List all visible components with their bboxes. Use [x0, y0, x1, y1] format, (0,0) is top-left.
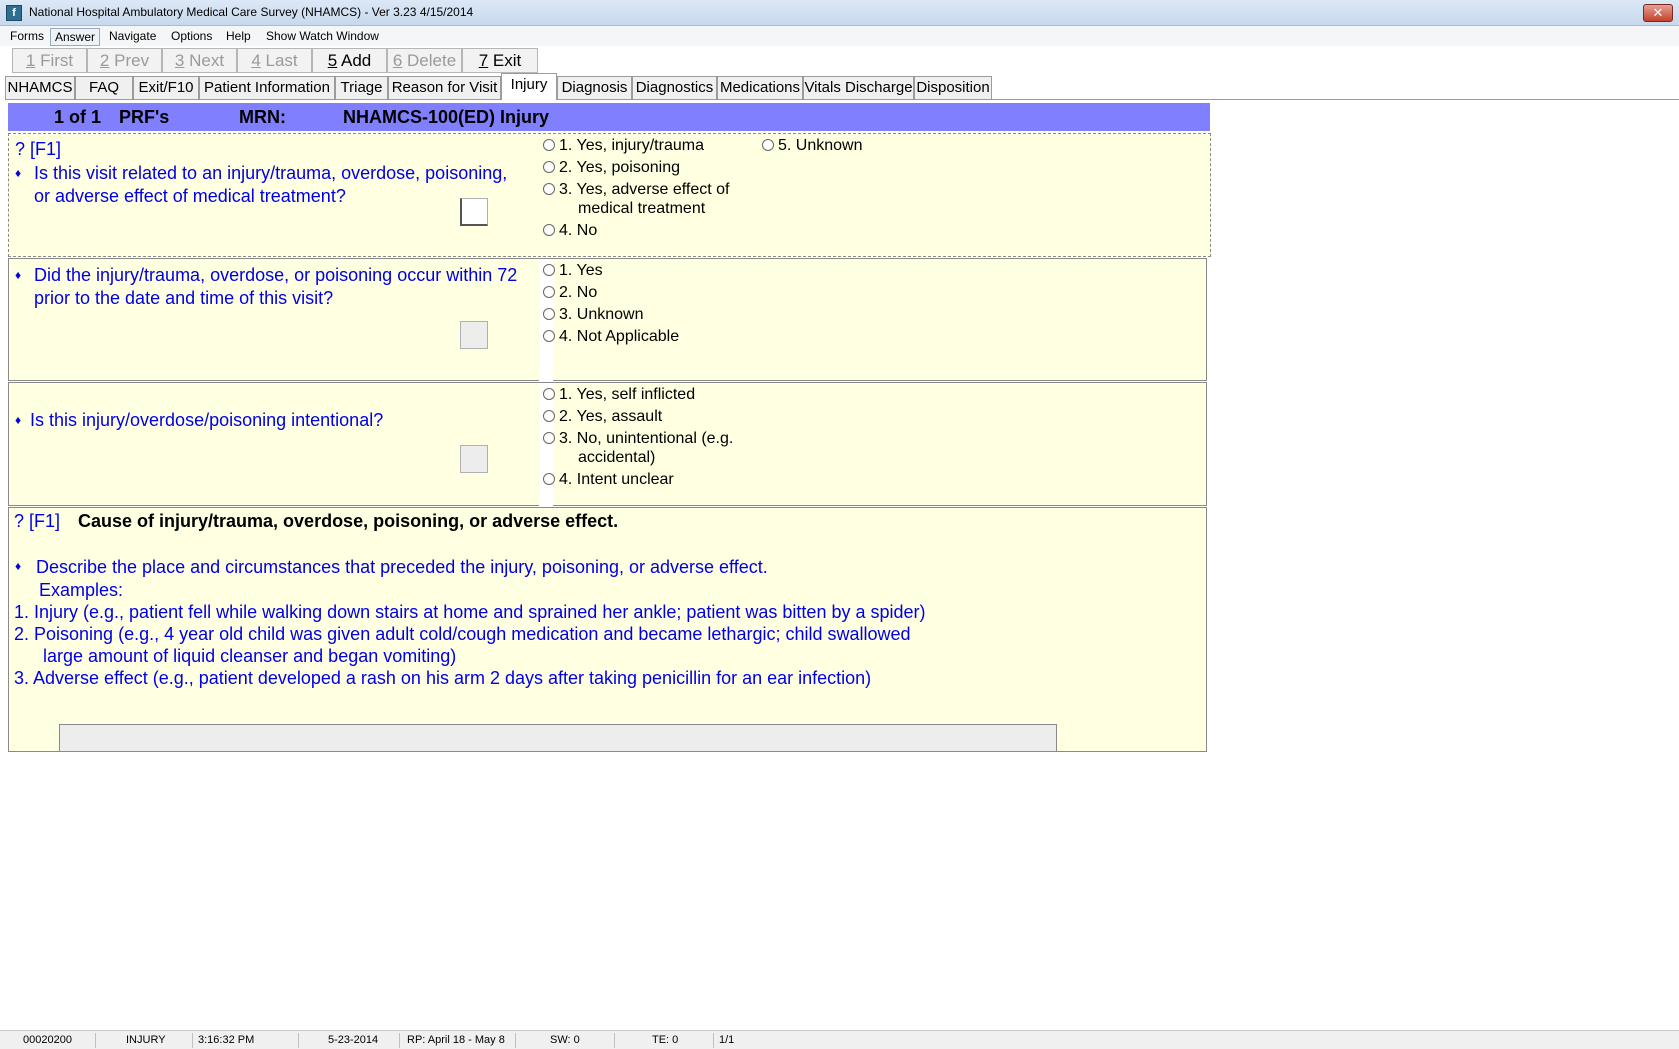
- option-label: Unknown: [576, 306, 644, 323]
- option-label: Yes, injury/trauma: [576, 137, 704, 154]
- option-label: Intent unclear: [576, 471, 674, 488]
- tab-faq[interactable]: FAQ: [75, 76, 133, 99]
- question-within-72-hours: [8, 258, 1207, 381]
- title-bar: [0, 0, 1679, 26]
- prfs-label: PRF's: [119, 107, 170, 127]
- option-label: Unknown: [795, 137, 863, 154]
- required-marker: ♦: [15, 166, 22, 180]
- example-2: 2. Poisoning (e.g., 4 year old child was given adult cold/cough medication and became lethargic; child swallowed: [14, 624, 911, 644]
- record-counter: 1 of 1: [54, 107, 102, 127]
- question-text-line2: prior to the date and time of this visit?: [34, 288, 334, 308]
- cause-instructions: Describe the place and circumstances that preceded the injury, poisoning, or adverse effect.: [36, 557, 768, 577]
- status-separator: [399, 1033, 400, 1048]
- example-1: 1. Injury (e.g., patient fell while walking down stairs at home and sprained her ankle; patient was bitten by a spider): [14, 602, 926, 622]
- radio-yes-poisoning[interactable]: [543, 161, 555, 173]
- status-reporting-period: RP: April 18 - May 8: [407, 1034, 505, 1046]
- tab-diagnostics[interactable]: Diagnostics: [632, 76, 717, 99]
- option-number: 1.: [559, 386, 573, 403]
- radio-unknown[interactable]: [762, 139, 774, 151]
- status-te: TE: 0: [652, 1034, 679, 1046]
- close-button[interactable]: ✕: [1643, 4, 1673, 22]
- required-marker: ♦: [15, 413, 22, 427]
- option-label-continued: medical treatment: [578, 200, 706, 217]
- tab-reason-for-visit[interactable]: Reason for Visit: [388, 76, 501, 99]
- option-label: No, unintentional (e.g.: [576, 430, 734, 447]
- cause-section: [8, 507, 1207, 752]
- exit-button[interactable]: 7 Exit: [462, 48, 538, 73]
- tab-divider: [5, 99, 1679, 100]
- menu-show-watch-window[interactable]: Show Watch Window: [266, 29, 379, 43]
- mrn-label: MRN:: [239, 107, 286, 127]
- options-gutter: [539, 383, 553, 506]
- status-bar: [0, 1030, 1679, 1049]
- tab-injury[interactable]: Injury: [501, 73, 557, 100]
- form-name: NHAMCS-100(ED) Injury: [343, 107, 550, 127]
- menu-options[interactable]: Options: [171, 29, 213, 43]
- option-number: 2.: [559, 284, 573, 301]
- menu-answer[interactable]: Answer: [50, 28, 100, 46]
- tab-exit-f10[interactable]: Exit/F10: [133, 76, 199, 99]
- option-number: 4.: [559, 471, 573, 488]
- tab-disposition[interactable]: Disposition: [914, 76, 992, 99]
- option-number: 3.: [559, 430, 573, 447]
- radio-no[interactable]: [543, 224, 555, 236]
- tab-vitals-discharge[interactable]: Vitals Discharge: [803, 76, 914, 99]
- option-number: 2.: [559, 408, 573, 425]
- first-button[interactable]: 1 First: [12, 48, 87, 73]
- option-number: 4.: [559, 222, 573, 239]
- tab-triage[interactable]: Triage: [335, 76, 388, 99]
- app-icon: f: [6, 5, 22, 21]
- answer-code-input[interactable]: [460, 445, 488, 473]
- examples-label: Examples:: [39, 580, 124, 600]
- question-text-line1: Is this visit related to an injury/trauma, overdose, poisoning,: [34, 163, 508, 183]
- status-separator: [614, 1033, 615, 1048]
- menu-help[interactable]: Help: [226, 29, 251, 43]
- status-page: 1/1: [719, 1034, 735, 1046]
- option-label-continued: accidental): [578, 449, 656, 466]
- option-label: Yes, assault: [576, 408, 663, 425]
- prev-button[interactable]: 2 Prev: [87, 48, 162, 73]
- question-text-line2: or adverse effect of medical treatment?: [34, 186, 346, 206]
- status-separator: [95, 1033, 96, 1048]
- option-label: Yes, self inflicted: [576, 386, 696, 403]
- radio-unknown[interactable]: [543, 308, 555, 320]
- option-number: 5.: [778, 137, 792, 154]
- option-label: No: [576, 222, 598, 239]
- last-button[interactable]: 4 Last: [237, 48, 312, 73]
- tab-diagnosis[interactable]: Diagnosis: [557, 76, 632, 99]
- question-text: Is this injury/overdose/poisoning intentional?: [30, 410, 384, 430]
- tab-patient-information[interactable]: Patient Information: [199, 76, 335, 99]
- status-separator: [298, 1033, 299, 1048]
- question-injury-related: [8, 133, 1211, 257]
- status-form: INJURY: [126, 1034, 166, 1046]
- status-separator: [192, 1033, 193, 1048]
- menu-navigate[interactable]: Navigate: [109, 29, 157, 43]
- example-2-continued: large amount of liquid cleanser and began vomiting): [43, 646, 457, 666]
- option-number: 3.: [559, 181, 573, 198]
- option-number: 1.: [559, 262, 573, 279]
- help-f1-link[interactable]: ? [F1]: [14, 511, 61, 531]
- cause-title: Cause of injury/trauma, overdose, poisoning, or adverse effect.: [78, 511, 619, 531]
- question-intentional: [8, 382, 1207, 506]
- option-label: Not Applicable: [576, 328, 680, 345]
- status-sw: SW: 0: [550, 1034, 580, 1046]
- cause-text-input[interactable]: [59, 724, 1057, 752]
- form-header: [8, 103, 1210, 131]
- menu-bar: [0, 26, 1679, 46]
- status-date: 5-23-2014: [328, 1034, 379, 1046]
- required-marker: ♦: [15, 559, 22, 573]
- help-f1-link[interactable]: ? [F1]: [15, 139, 62, 159]
- radio-yes-injury[interactable]: [543, 139, 555, 151]
- window-title: National Hospital Ambulatory Medical Care Survey (NHAMCS) - Ver 3.23 4/15/2014: [29, 5, 474, 19]
- menu-forms[interactable]: Forms: [10, 29, 44, 43]
- radio-assault[interactable]: [543, 410, 555, 422]
- option-label: Yes: [576, 262, 603, 279]
- next-button[interactable]: 3 Next: [162, 48, 237, 73]
- tab-nhamcs[interactable]: NHAMCS: [5, 76, 75, 99]
- status-separator: [515, 1033, 516, 1048]
- tab-medications[interactable]: Medications: [717, 76, 803, 99]
- radio-intent-unclear[interactable]: [543, 473, 555, 485]
- option-number: 3.: [559, 306, 573, 323]
- required-marker: ♦: [15, 268, 22, 282]
- radio-yes-adverse-effect[interactable]: [543, 183, 555, 195]
- answer-code-input[interactable]: [460, 198, 488, 226]
- example-3: 3. Adverse effect (e.g., patient developed a rash on his arm 2 days after taking penicillin for an ear infection): [14, 668, 872, 688]
- option-number: 4.: [559, 328, 573, 345]
- option-number: 2.: [559, 159, 573, 176]
- radio-self-inflicted[interactable]: [543, 388, 555, 400]
- radio-yes[interactable]: [543, 264, 555, 276]
- radio-not-applicable[interactable]: [543, 330, 555, 342]
- status-time: 3:16:32 PM: [198, 1034, 255, 1046]
- status-record-id: 00020200: [23, 1034, 72, 1046]
- status-separator: [713, 1033, 714, 1048]
- option-label: Yes, poisoning: [576, 159, 680, 176]
- options-gutter: [539, 259, 553, 381]
- option-label: Yes, adverse effect of: [576, 181, 730, 198]
- answer-code-input[interactable]: [460, 321, 488, 349]
- option-label: No: [576, 284, 598, 301]
- radio-no[interactable]: [543, 286, 555, 298]
- question-text-line1: Did the injury/trauma, overdose, or poisoning occur within 72: [34, 265, 518, 285]
- radio-unintentional[interactable]: [543, 432, 555, 444]
- option-number: 1.: [559, 137, 573, 154]
- delete-button[interactable]: 6 Delete: [387, 48, 462, 73]
- add-button[interactable]: 5 Add: [312, 48, 387, 73]
